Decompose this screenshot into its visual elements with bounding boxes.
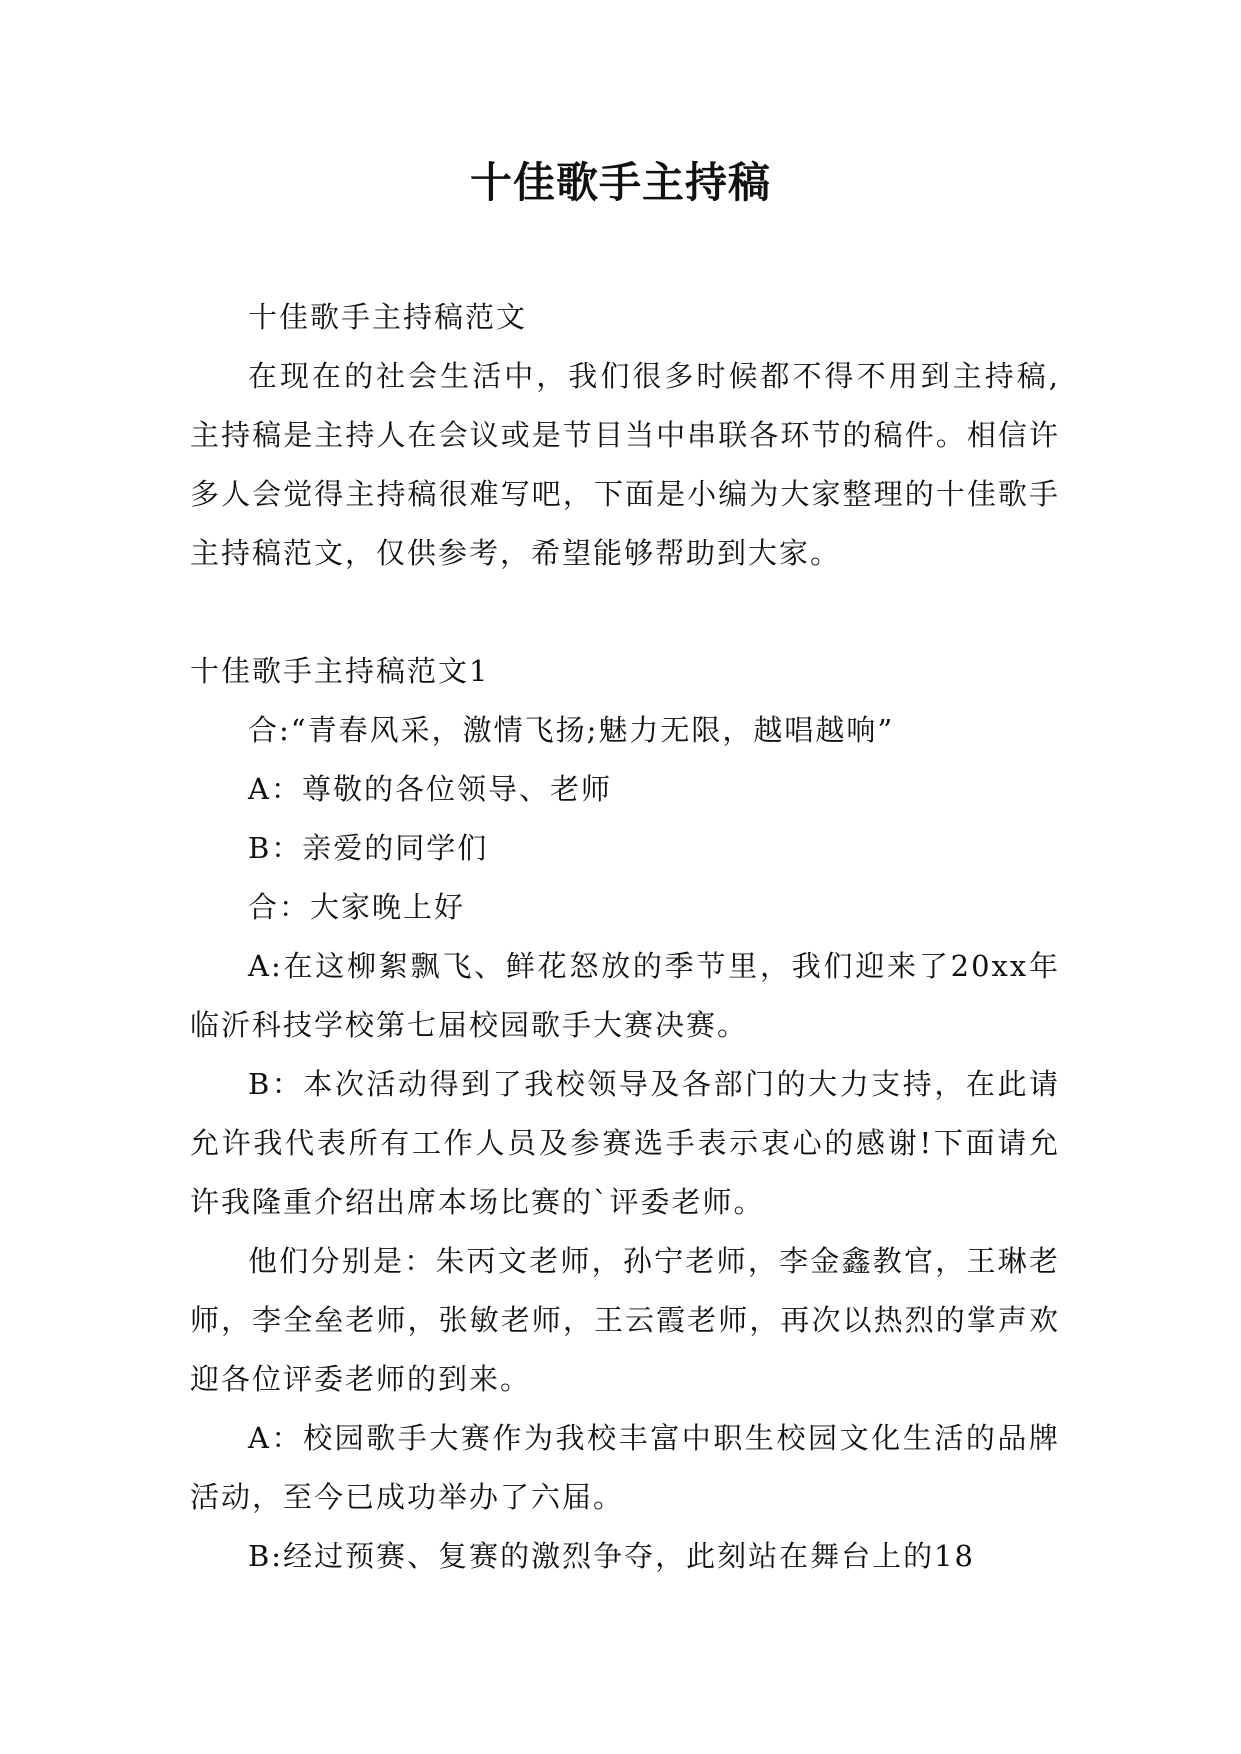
document-body <box>190 288 1060 1586</box>
section-heading: 十佳歌手主持稿范文1 <box>190 654 490 688</box>
script-line: B：本次活动得到了我校领导及各部门的大力支持，在此请允许我代表所有工作人员及参赛选手表示衷心的感谢!下面请允许我隆重介绍出席本场比赛的`评委老师。 <box>190 1067 1060 1219</box>
script-line: B：亲爱的同学们 <box>248 831 489 865</box>
document-title: 十佳歌手主持稿 <box>469 158 771 207</box>
intro-paragraph: 在现在的社会生活中，我们很多时候都不得不用到主持稿,主持稿是主持人在会议或是节目当中串联各环节的稿件。相信许多人会觉得主持稿很难写吧，下面是小编为大家整理的十佳歌手主持稿范文，仅供参考，希望能够帮助到大家。 <box>190 359 1060 570</box>
script-line: 他们分别是：朱丙文老师，孙宁老师，李金鑫教官，王琳老师，李全垒老师，张敏老师，王云霞老师，再次以热烈的掌声欢迎各位评委老师的到来。 <box>190 1244 1060 1396</box>
section-spacer <box>190 583 1060 642</box>
script-line: A:在这柳絮飘飞、鲜花怒放的季节里，我们迎来了20xx年临沂科技学校第七届校园歌手大赛决赛。 <box>190 949 1060 1042</box>
intro-heading: 十佳歌手主持稿范文 <box>248 300 528 334</box>
script-line: B:经过预赛、复赛的激烈争夺，此刻站在舞台上的18 <box>248 1539 975 1573</box>
script-line: 合:“青春风采，激情飞扬;魅力无限，越唱越响” <box>248 713 895 747</box>
script-line: A：校园歌手大赛作为我校丰富中职生校园文化生活的品牌活动，至今已成功举办了六届。 <box>190 1421 1060 1514</box>
script-line: A：尊敬的各位领导、老师 <box>248 772 612 806</box>
script-line: 合：大家晚上好 <box>248 890 466 924</box>
